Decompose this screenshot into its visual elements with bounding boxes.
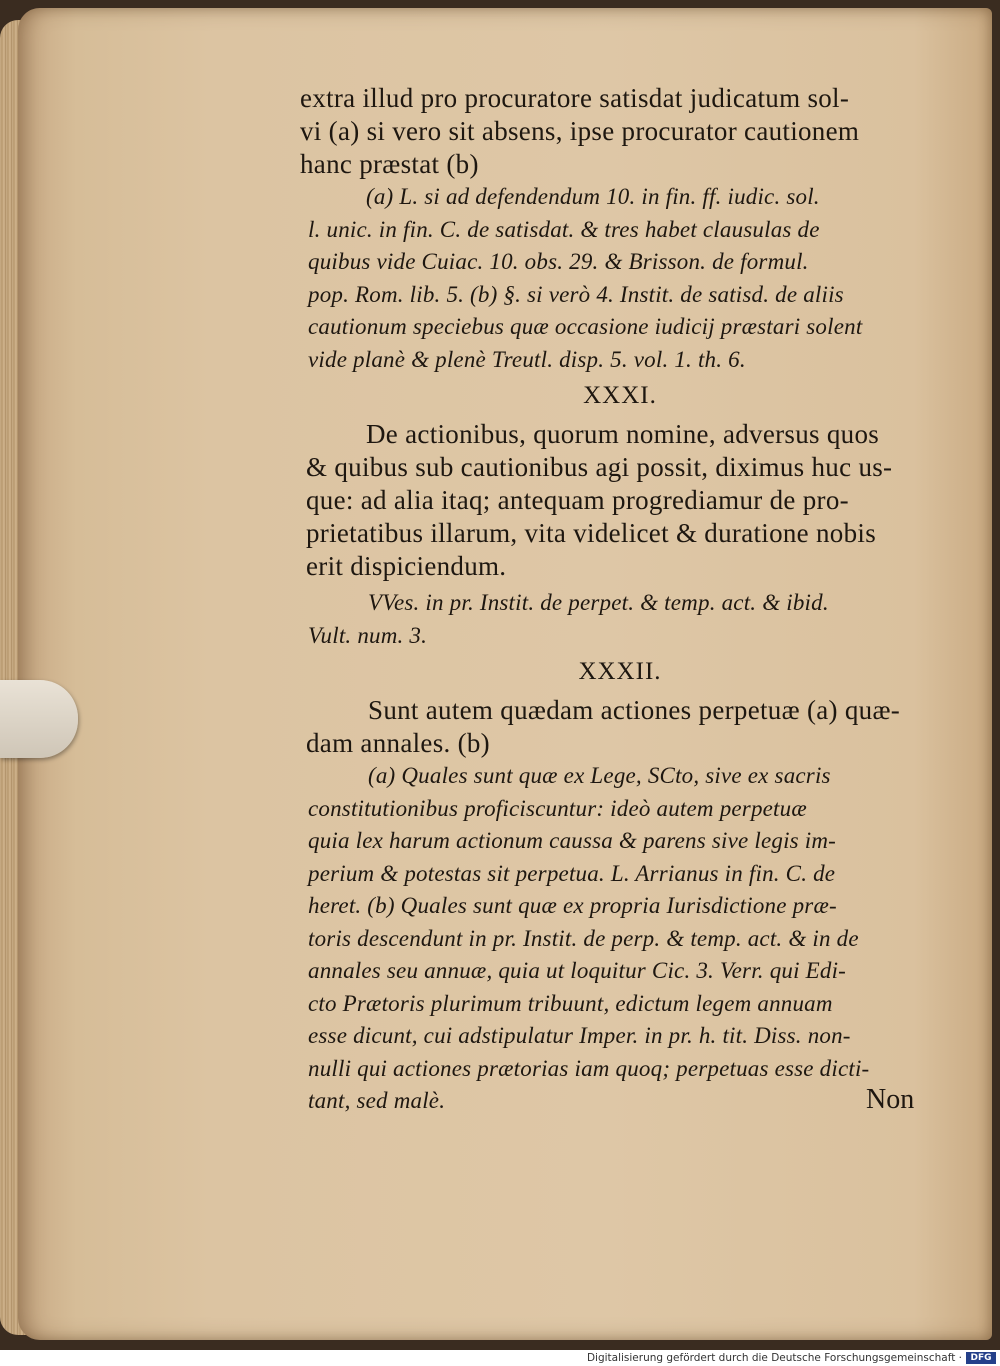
note-line: (a) Quales sunt quæ ex Lege, SCto, sive ex sacris [368, 763, 831, 788]
text-line: hanc præstat (b) [300, 149, 479, 179]
text-line: extra illud pro procuratore satisdat judicatum sol- [300, 83, 850, 113]
text-line: Sunt autem quædam actiones perpetuæ (a) quæ- [368, 695, 901, 725]
note-line: quibus vide Cuiac. 10. obs. 29. & Brisson. de formul. [308, 249, 809, 274]
note-line: annales seu annuæ, quia ut loquitur Cic. 3. Verr. qui Edi- [308, 958, 847, 983]
page-text [300, 82, 940, 1118]
catchword: Non [866, 1084, 915, 1115]
text-line: & quibus sub cautionibus agi possit, diximus huc us- [306, 452, 893, 482]
text-line: que: ad alia itaq; antequam progrediamur de pro- [306, 485, 849, 515]
dfg-logo-icon: DFG [966, 1352, 996, 1364]
note-line: constitutionibus proficiscuntur: ideò autem perpetuæ [308, 795, 807, 821]
footer-bar [0, 1350, 1000, 1366]
text-line: vi (a) si vero sit absens, ipse procurator cautionem [300, 116, 860, 146]
note-line: heret. (b) Quales sunt quæ ex propria Iurisdictione præ- [308, 893, 837, 918]
footnotes-3 [300, 760, 940, 1118]
text-line: dam annales. (b) [306, 728, 490, 758]
note-line: Vult. num. 3. [308, 622, 428, 648]
footer-credit: Digitalisierung gefördert durch die Deutsche Forschungsgemeinschaft · [586, 1352, 962, 1364]
section-heading-xxxii: XXXII. [578, 658, 662, 685]
paragraph-3 [300, 694, 940, 760]
note-line: vide planè & plenè Treutl. disp. 5. vol. 1. th. 6. [308, 346, 746, 372]
text-line: De actionibus, quorum nomine, adversus quos [366, 419, 880, 449]
section-heading-xxxi: XXXI. [583, 382, 657, 409]
note-line: l. unic. in fin. C. de satisdat. & tres habet clausulas de [308, 216, 820, 242]
paragraph-2 [300, 418, 940, 583]
note-line: VVes. in pr. Instit. de perpet. & temp. act. & ibid. [368, 590, 829, 615]
note-line: perium & potestas sit perpetua. L. Arrianus in fin. C. de [308, 860, 836, 886]
note-line: tant, sed malè. [308, 1088, 446, 1113]
note-line: cautionum speciebus quæ occasione iudicij præstari solent [308, 314, 863, 339]
text-line: prietatibus illarum, vita videlicet & duratione nobis [306, 518, 877, 548]
note-line: quia lex harum actionum caussa & parens sive legis im- [308, 828, 837, 853]
page-clip [0, 680, 78, 758]
footnotes-2 [300, 587, 940, 652]
note-line-underlined: cto Prætoris plurimum tribuunt, edictum legem annuam [308, 990, 833, 1016]
paragraph-1 [300, 82, 940, 181]
note-line: toris descendunt in pr. Instit. de perp. & temp. act. & in de [308, 925, 859, 951]
note-line: pop. Rom. lib. 5. (b) §. si verò 4. Instit. de satisd. de aliis [308, 281, 844, 307]
note-line: esse dicunt, cui adstipulatur Imper. in pr. h. tit. Diss. non- [308, 1023, 851, 1048]
footnotes-1 [300, 181, 940, 376]
note-line: nulli qui actiones prætorias iam quoq; perpetuas esse dicti- [308, 1055, 870, 1081]
note-line: (a) L. si ad defendendum 10. in fin. ff. iudic. sol. [366, 184, 820, 209]
text-line: erit dispiciendum. [306, 551, 507, 581]
